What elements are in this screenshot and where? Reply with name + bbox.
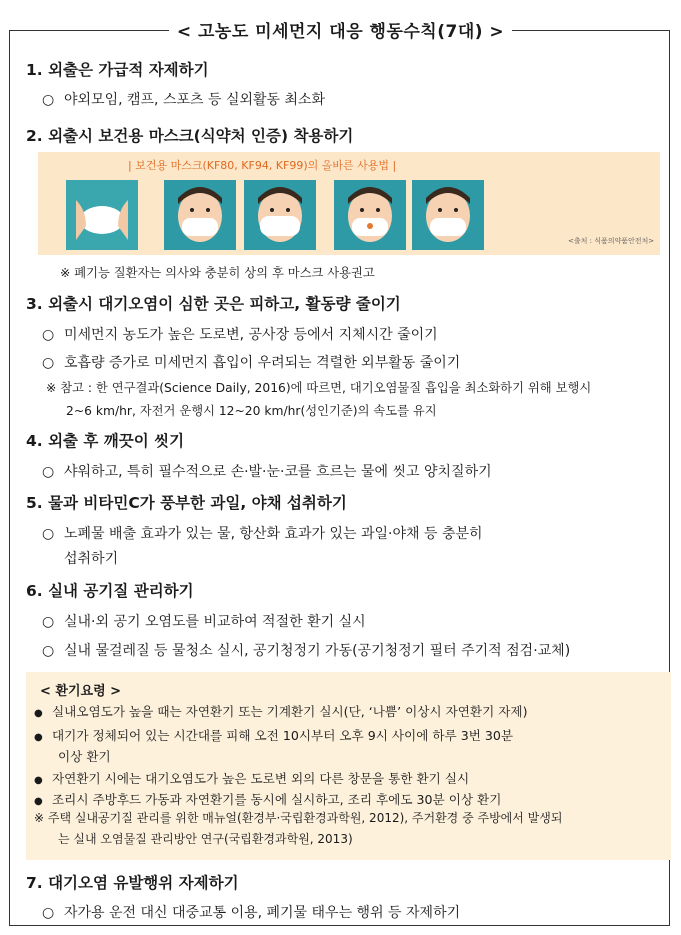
bullet-dot-icon: ●: [34, 708, 43, 719]
ventilation-bullet: ● 실내오염도가 높을 때는 자연환기 또는 기계환기 실시(단, ‘나쁨’ 이상시 자연환기 자제): [34, 704, 528, 719]
section-3-item: ○ 미세먼지 농도가 높은 도로변, 공사장 등에서 지체시간 줄이기: [42, 327, 438, 343]
section-3-note-cont: 2~6 km/hr, 자전거 운행시 12~20 km/hr(성인기준)의 속도를 유지: [66, 404, 437, 418]
circle-marker-icon: ○: [42, 905, 55, 921]
circle-marker-icon: ○: [42, 92, 55, 108]
circle-marker-icon: ○: [42, 643, 55, 659]
section-4-item: ○ 샤워하고, 특히 필수적으로 손·발·눈·코를 흐르는 물에 씻고 양치질하기: [42, 464, 492, 480]
section-1-item: ○ 야외모임, 캠프, 스포츠 등 실외활동 최소화: [42, 92, 326, 108]
section-4-heading: 4. 외출 후 깨끗이 씻기: [26, 432, 185, 450]
mask-step-3-image: [244, 180, 316, 250]
section-5-item: ○ 노폐물 배출 효과가 있는 물, 항산화 효과가 있는 과일·야채 등 충분히: [42, 526, 483, 542]
ventilation-bullet-cont: 이상 환기: [58, 749, 111, 764]
mask-usage-caption: | 보건용 마스크(KF80, KF94, KF99)의 올바른 사용법 |: [128, 159, 397, 172]
section-2-note: ※ 폐기능 질환자는 의사와 충분히 상의 후 마스크 사용권고: [60, 266, 375, 280]
bullet-dot-icon: ●: [34, 732, 43, 743]
ventilation-note: ※ 주택 실내공기질 관리를 위한 매뉴얼(환경부·국립환경과학원, 2012), 주거환경 중 주방에서 발생되: [34, 811, 563, 825]
circle-marker-icon: ○: [42, 464, 55, 480]
section-5-heading: 5. 물과 비타민C가 풍부한 과일, 야채 섭취하기: [26, 494, 347, 512]
circle-marker-icon: ○: [42, 614, 55, 630]
bullet-dot-icon: ●: [34, 775, 43, 786]
section-2-heading: 2. 외출시 보건용 마스크(식약처 인증) 착용하기: [26, 127, 354, 145]
mask-step-4-image: [334, 180, 406, 250]
ventilation-bullet: ● 조리시 주방후드 가동과 자연환기를 동시에 실시하고, 조리 후에도 30분 이상 환기: [34, 792, 502, 807]
bullet-dot-icon: ●: [34, 796, 43, 807]
ventilation-note-cont: 는 실내 오염물질 관리방안 연구(국립환경과학원, 2013): [58, 832, 353, 846]
mask-step-2-image: [164, 180, 236, 250]
section-3-heading: 3. 외출시 대기오염이 심한 곳은 피하고, 활동량 줄이기: [26, 295, 401, 313]
page-title: < 고농도 미세먼지 대응 행동수칙(7대) >: [0, 17, 681, 42]
section-3-note: ※ 참고 : 한 연구결과(Science Daily, 2016)에 따르면, 대기오염물질 흡입을 최소화하기 위해 보행시: [46, 381, 592, 395]
circle-marker-icon: ○: [42, 327, 55, 343]
mask-step-5-image: [412, 180, 484, 250]
section-1-heading: 1. 외출은 가급적 자제하기: [26, 61, 209, 79]
section-5-item-cont: 섭취하기: [64, 551, 119, 567]
section-6-item: ○ 실내 물걸레질 등 물청소 실시, 공기청정기 가동(공기청정기 필터 주기적 점검·교체): [42, 643, 571, 659]
circle-marker-icon: ○: [42, 355, 55, 371]
ventilation-bullet: ● 대기가 정체되어 있는 시간대를 피해 오전 10시부터 오후 9시 사이에 하루 3번 30분: [34, 728, 514, 743]
section-6-heading: 6. 실내 공기질 관리하기: [26, 582, 194, 600]
section-7-item: ○ 자가용 운전 대신 대중교통 이용, 폐기물 태우는 행위 등 자제하기: [42, 905, 461, 921]
ventilation-bullet: ● 자연환기 시에는 대기오염도가 높은 도로변 외의 다른 창문을 통한 환기 실시: [34, 771, 470, 786]
mask-step-1-image: [66, 180, 138, 250]
circle-marker-icon: ○: [42, 526, 55, 542]
section-7-heading: 7. 대기오염 유발행위 자제하기: [26, 874, 239, 892]
mask-source: <출처 : 식품의약품안전처>: [568, 237, 655, 245]
ventilation-heading: < 환기요령 >: [40, 684, 122, 699]
section-3-item: ○ 호흡량 증가로 미세먼지 흡입이 우려되는 격렬한 외부활동 줄이기: [42, 355, 461, 371]
section-6-item: ○ 실내·외 공기 오염도를 비교하여 적절한 환기 실시: [42, 614, 366, 630]
